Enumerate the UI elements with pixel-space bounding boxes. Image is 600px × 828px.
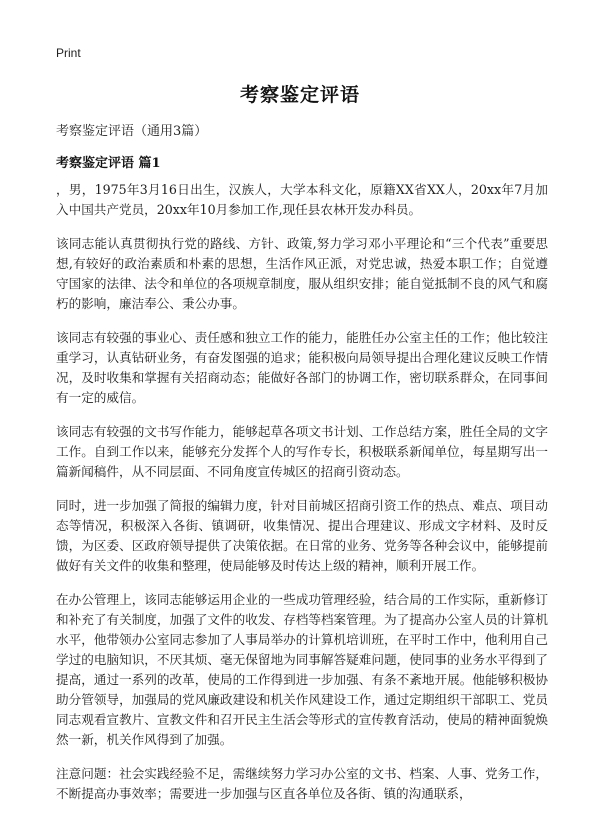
paragraph-intro: ，男，1975年3月16日出生，汉族人，大学本科文化，原籍XX省XX人，20xx年7月加入中国共产党员，20xx年10月参加工作,现任县农林开发办科员。 <box>56 182 548 217</box>
document-body <box>56 180 548 818</box>
print-link[interactable]: Print <box>56 46 81 60</box>
page-title: 考察鉴定评语 <box>239 84 360 106</box>
paragraph-work-ability: 该同志有较强的事业心、责任感和独立工作的能力，能胜任办公室主任的工作；他比较注重学习，认真钻研业务，有奋发图强的追求；能积极向局领导提出合理化建议反映工作情况，及时收集和掌握有关招商动态；能做好各部门的协调工作，密切联系群众，在同事间有一定的威信。 <box>56 330 548 405</box>
document-subtitle: 考察鉴定评语（通用3篇） <box>56 124 208 139</box>
paragraph-management: 在办公管理上，该同志能够运用企业的一些成功管理经验，结合局的工作实际，重新修订和补充了有关制度，加强了文件的收发、存档等档案管理。为了提高办公室人员的计算机水平，他带领办公室同志参加了人事局举办的计算机培训班，在平时工作中，他利用自己学过的电脑知识，不厌其烦、毫无保留地为同事解答疑难问题，使同事的业务水平得到了提高，通过一系列的改革，使局的工作得到进一步加强、有条不紊地开展。他能够积极协助分管领导，加强局的党风廉政建设和机关作风建设工作，通过定期组织干部职工、党员同志观看宣教片、宣教文件和召开民主生活会等形式的宣传教育活动，使局的精神面貌焕然一新，机关作风得到了加强。 <box>56 592 548 747</box>
section-heading: 考察鉴定评语 篇1 <box>56 156 161 171</box>
paragraph-political: 该同志能认真贯彻执行党的路线、方针、政策,努力学习邓小平理论和“三个代表”重要思想,有较好的政治素质和朴素的思想，生活作风正派，对党忠诚，热爱本职工作；自觉遵守国家的法律、法令和单位的各项规章制度，服从组织安排；能自觉抵制不良的风气和腐朽的影响，廉洁奉公、秉公办事。 <box>56 236 548 311</box>
paragraph-briefing: 同时，进一步加强了简报的编辑力度，针对目前城区招商引资工作的热点、难点、项目动态等情况，积极深入各街、镇调研，收集情况、提出合理建议、形成文字材料、及时反馈，为区委、区政府领导提供了决策依据。在日常的业务、党务等各种会议中，能够提前做好有关文件的收集和整理，使局能够及时传达上级的精神，顺利开展工作。 <box>56 498 548 573</box>
paragraph-issues: 注意问题：社会实践经验不足，需继续努力学习办公室的文书、档案、人事、党务工作，不断提高办事效率；需要进一步加强与区直各单位及各街、镇的沟通联系， <box>56 766 548 801</box>
paragraph-writing: 该同志有较强的文书写作能力，能够起草各项文书计划、工作总结方案，胜任全局的文字工作。自到工作以来，能够充分发挥个人的写作专长，积极联系新闻单位，每星期写出一篇新闻稿件，从不同层面、不同角度宣传城区的招商引资动态。 <box>56 424 548 479</box>
